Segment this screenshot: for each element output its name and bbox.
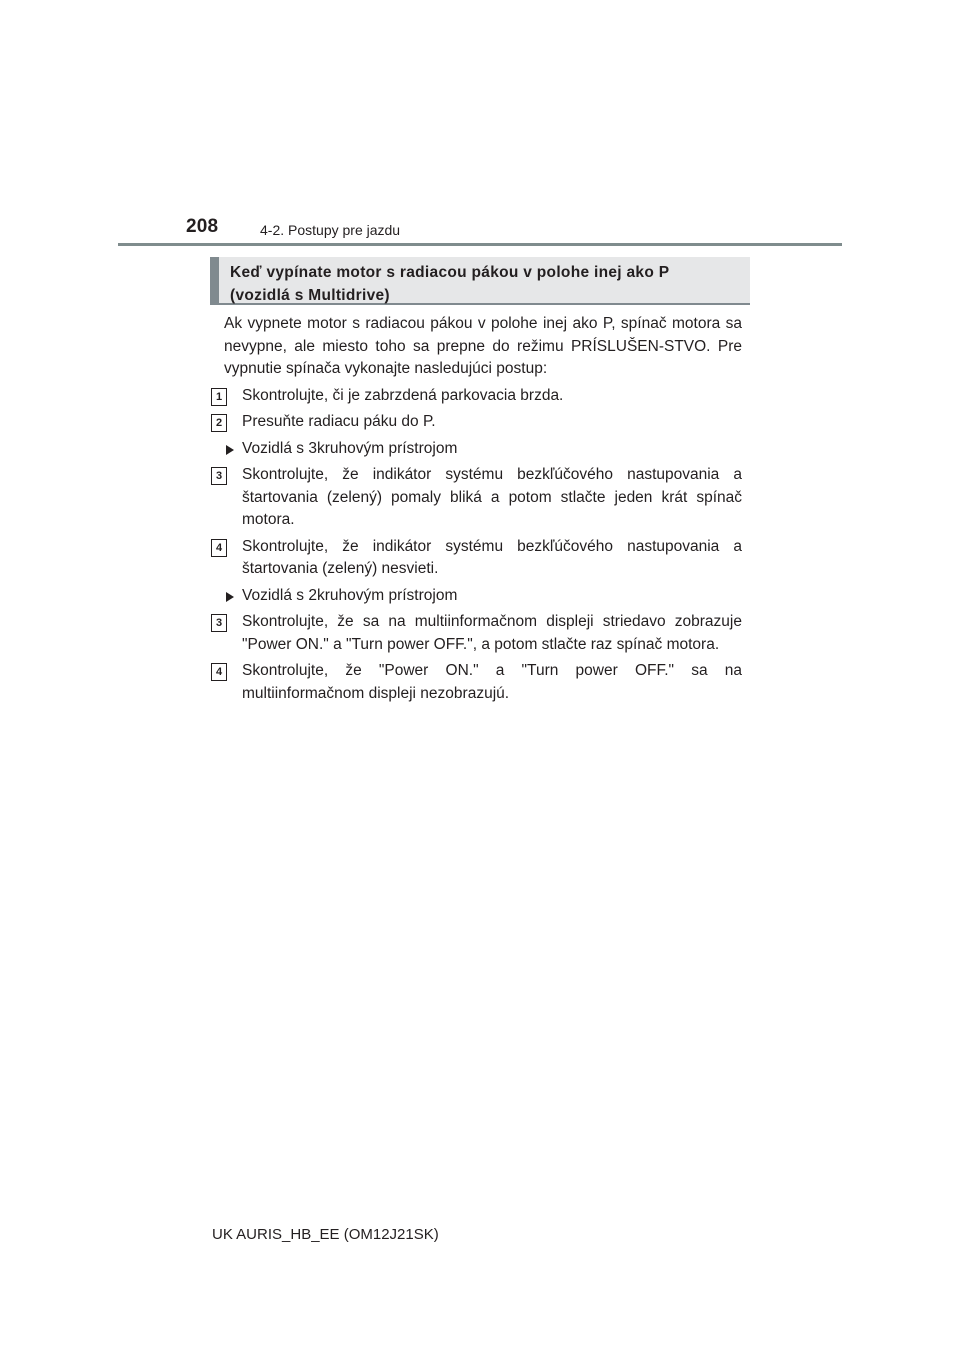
step-item xyxy=(215,385,742,408)
step-text: Skontrolujte, že indikátor systému bezkľúčového nastupovania a štartovania (zelený) nesvieti. xyxy=(242,537,742,577)
step-text: Presuňte radiacu páku do P. xyxy=(242,413,436,430)
intro-paragraph: Ak vypnete motor s radiacou pákou v polohe inej ako P, spínač motora sa nevypne, ale miesto toho sa prepne do režimu PRÍSLUŠEN-STVO. Pre vypnutie spínača vykonajte nasledujúci postup: xyxy=(224,315,742,377)
step-number-badge: 1 xyxy=(211,388,227,406)
section-title: 4-2. Postupy pre jazdu xyxy=(260,222,401,238)
step-number-badge: 2 xyxy=(211,414,227,432)
sub-heading-text: Vozidlá s 3kruhovým prístrojom xyxy=(242,439,458,457)
step-text: Skontrolujte, že "Power ON." a "Turn power OFF." sa na multiinformačnom displeji nezobrazujú. xyxy=(242,662,742,702)
page-number: 208 xyxy=(186,216,219,237)
step-item xyxy=(215,411,742,434)
header-divider xyxy=(118,243,842,246)
step-number-badge: 3 xyxy=(211,614,227,632)
sub-heading-text: Vozidlá s 2kruhovým prístrojom xyxy=(242,586,458,604)
document-footer-code: UK AURIS_HB_EE (OM12J21SK) xyxy=(212,1226,439,1243)
topic-heading-line-1: Keď vypínate motor s radiacou pákou v polohe inej ako P xyxy=(230,264,670,281)
step-number-badge: 3 xyxy=(211,467,227,485)
step-item xyxy=(215,464,742,532)
topic-heading xyxy=(210,257,750,305)
step-item xyxy=(215,536,742,581)
step-text: Skontrolujte, že indikátor systému bezkľúčového nastupovania a štartovania (zelený) pomaly bliká a potom stlačte jeden krát spínač motora. xyxy=(242,466,742,528)
step-text: Skontrolujte, či je zabrzdená parkovacia brzda. xyxy=(242,386,564,404)
step-number-badge: 4 xyxy=(211,663,227,681)
triangle-bullet-icon xyxy=(226,445,234,455)
step-number-badge: 4 xyxy=(211,539,227,557)
step-item xyxy=(215,660,742,705)
sub-heading-3-dial xyxy=(224,438,742,461)
sub-heading-2-dial xyxy=(224,585,742,608)
step-item xyxy=(215,611,742,656)
content-body xyxy=(215,313,742,709)
topic-heading-line-2: (vozidlá s Multidrive) xyxy=(230,287,390,304)
step-text: Skontrolujte, že sa na multiinformačnom displeji striedavo zobrazuje "Power ON." a "Turn power OFF.", a potom stlačte raz spínač motora. xyxy=(242,613,742,653)
triangle-bullet-icon xyxy=(226,592,234,602)
